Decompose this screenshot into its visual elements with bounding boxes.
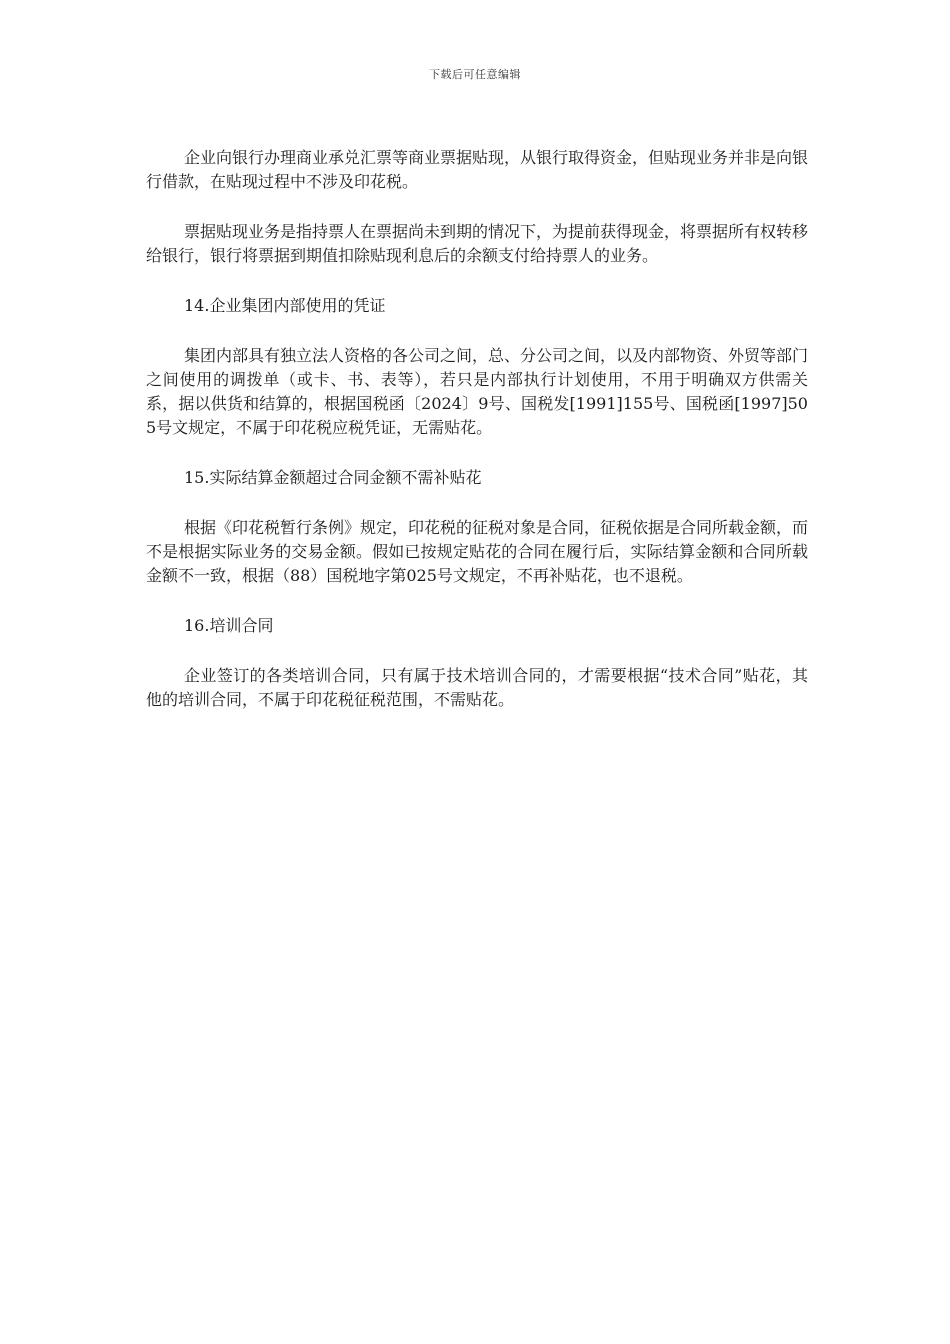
paragraph-training-contracts: 企业签订的各类培训合同，只有属于技术培训合同的，才需要根据“技术合同”贴花，其他的培训合同，不属于印花税征税范围，不需贴花。 [146, 666, 808, 709]
paragraph-settlement-amount: 根据《印花税暂行条例》规定，印花税的征税对象是合同，征税依据是合同所载金额，而不是根据实际业务的交易金额。假如已按规定贴花的合同在履行后，实际结算金额和合同所载金额不一致，根据（88）国税地字第025号文规定，不再补贴花，也不退税。 [146, 518, 809, 585]
section-heading-14: 14.企业集团内部使用的凭证 [184, 296, 386, 315]
paragraph-group-internal-vouchers: 集团内部具有独立法人资格的各公司之间，总、分公司之间，以及内部物资、外贸等部门之间使用的调拨单（或卡、书、表等），若只是内部执行计划使用，不用于明确双方供需关系，据以供货和结算的，根据国税函〔2024〕9号、国税发[1991]155号、国税函[1997]505号文规定，不属于印花税应税凭证，无需贴花。 [146, 346, 809, 437]
section-heading-16: 16.培训合同 [184, 616, 274, 635]
paragraph-discount-definition: 票据贴现业务是指持票人在票据尚未到期的情况下，为提前获得现金，将票据所有权转移给银行，银行将票据到期值扣除贴现利息后的余额支付给持票人的业务。 [146, 222, 809, 265]
page-header: 下载后可任意编辑 [429, 68, 521, 81]
section-heading-15: 15.实际结算金额超过合同金额不需补贴花 [184, 468, 482, 487]
paragraph-discount-not-loan: 企业向银行办理商业承兑汇票等商业票据贴现，从银行取得资金，但贴现业务并非是向银行借款，在贴现过程中不涉及印花税。 [146, 148, 809, 191]
document-body [146, 146, 808, 738]
